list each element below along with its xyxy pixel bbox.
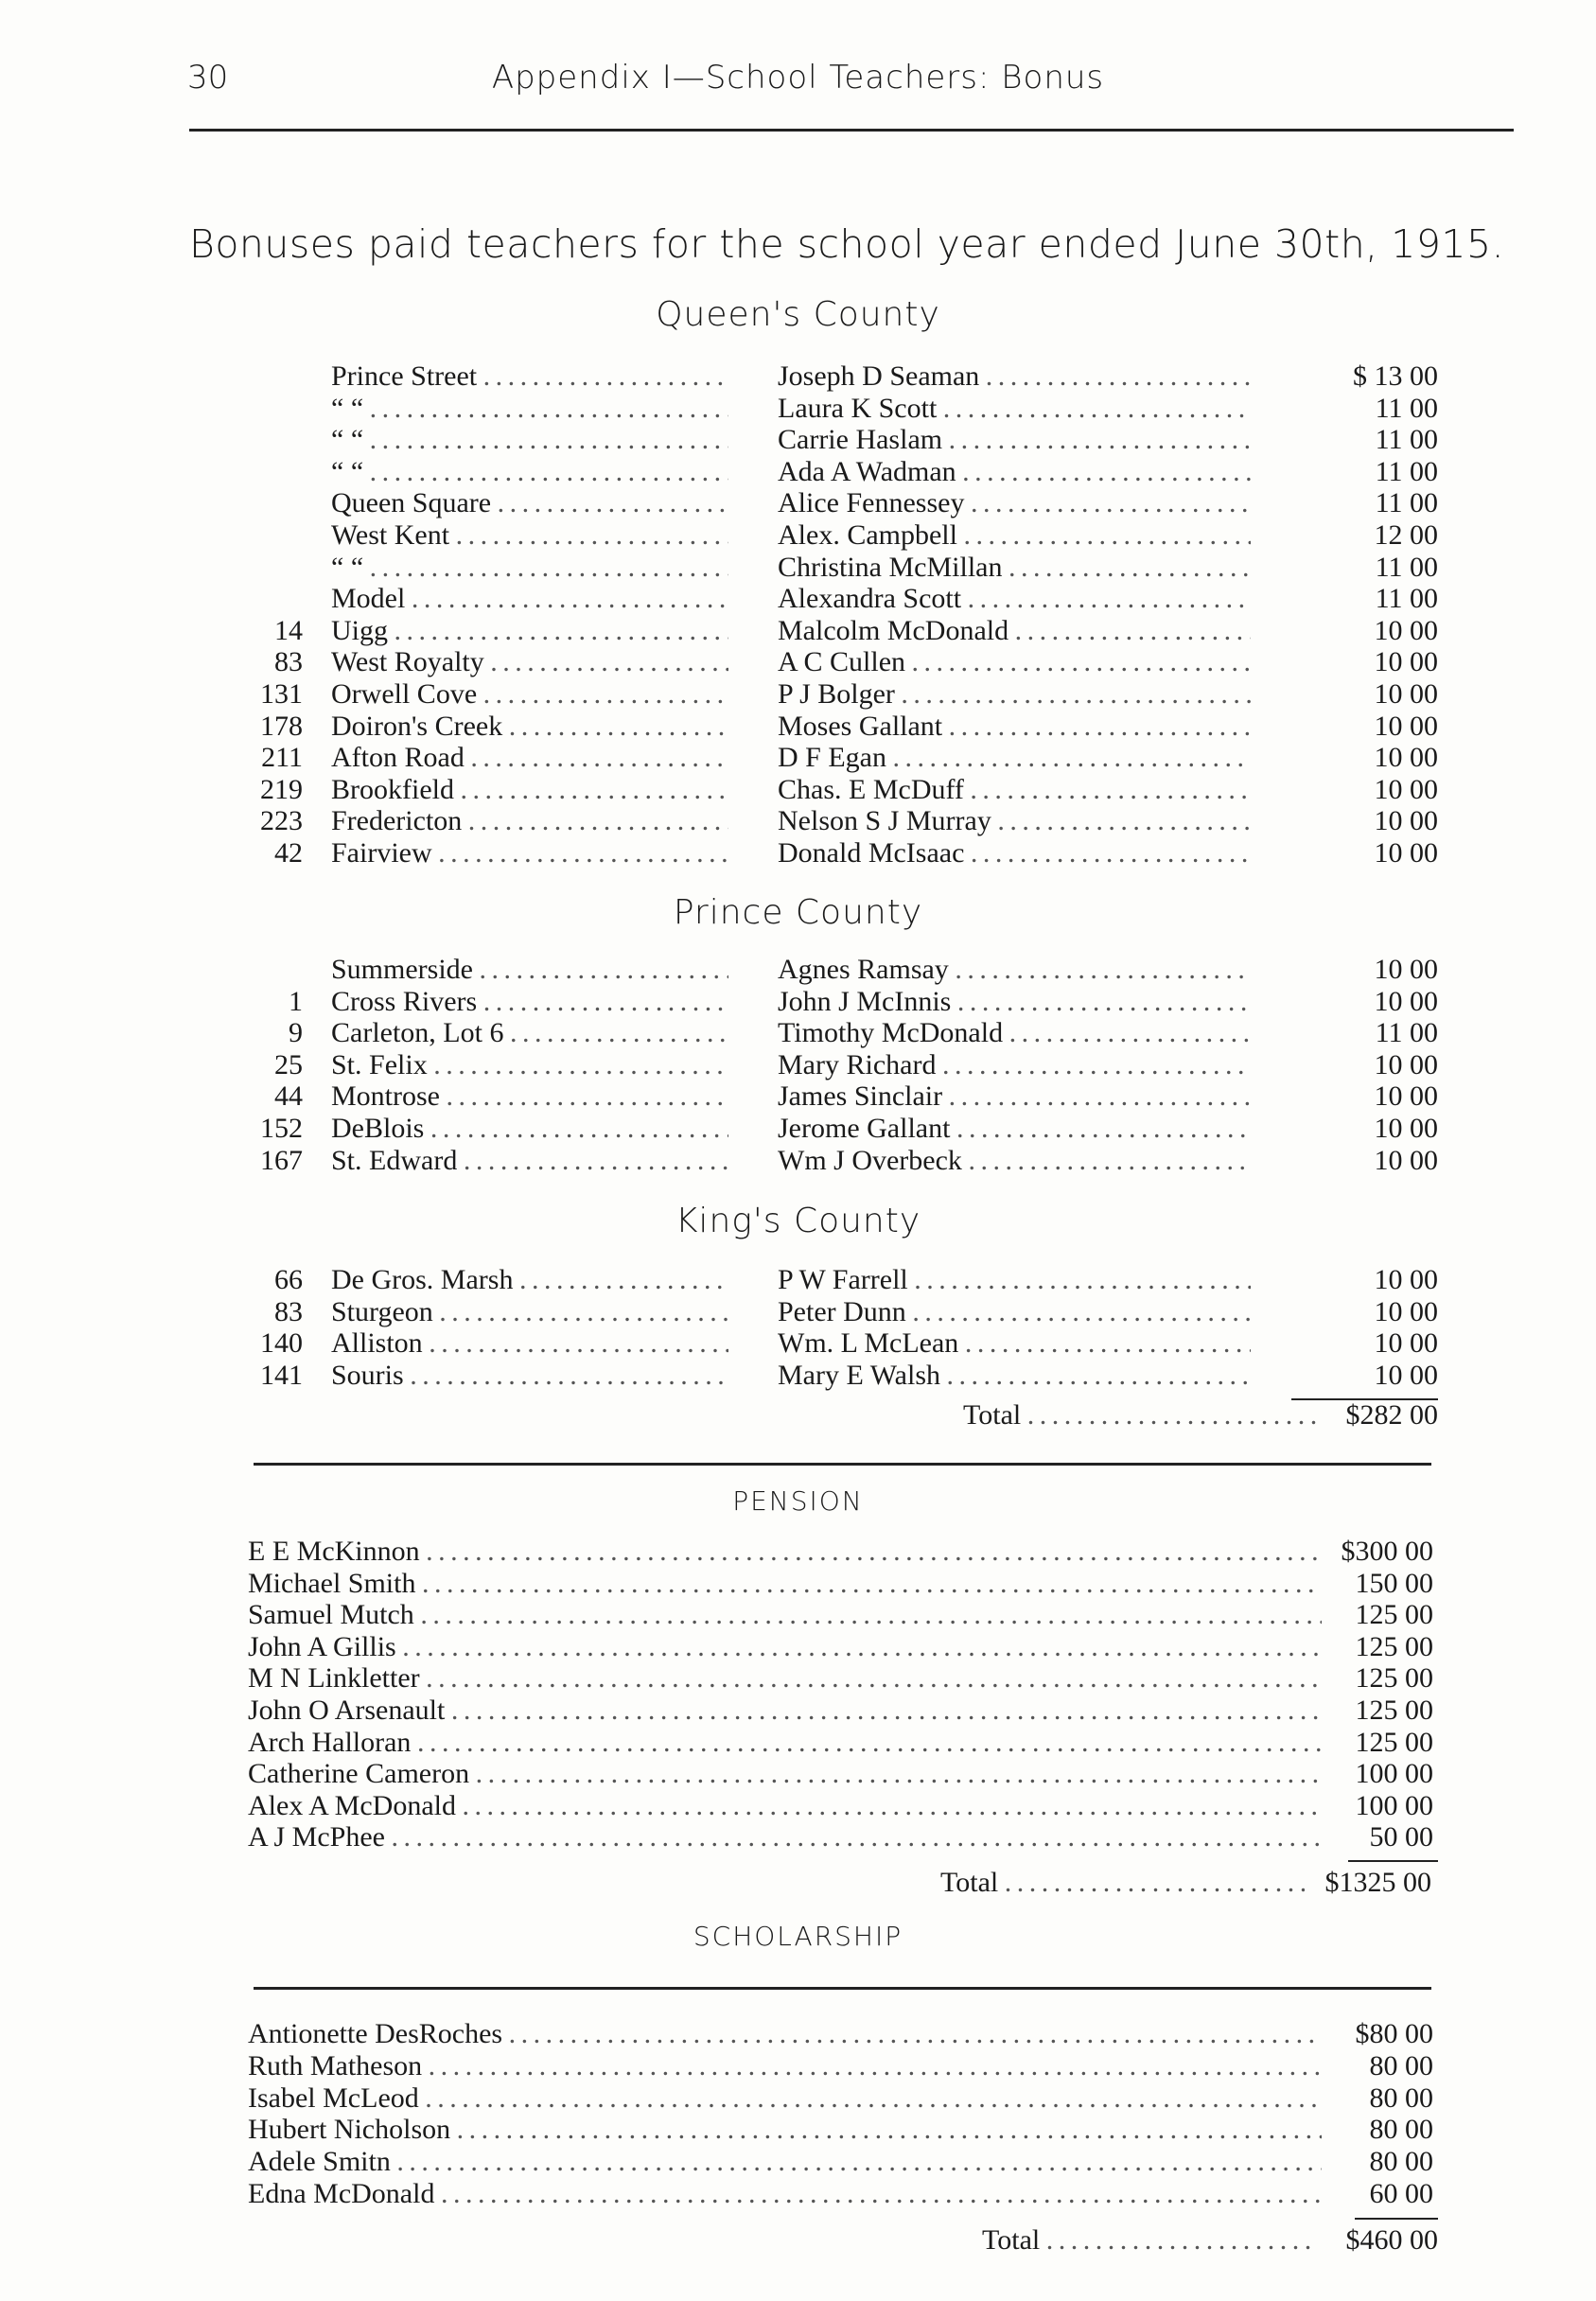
bonus-amount: 10 00	[1374, 837, 1438, 869]
table-row	[0, 615, 1596, 647]
table-row	[0, 1080, 1596, 1113]
school-name: Brookfield . . .	[331, 774, 728, 806]
school-name: Model . . .	[331, 583, 728, 615]
teacher-name: D F Egan . . .	[778, 742, 1251, 774]
pension-total-label: Total . . .	[940, 1866, 1305, 1900]
scholarship-total-label: Total . . .	[982, 2223, 1313, 2257]
table-row	[0, 456, 1596, 488]
table-row	[0, 805, 1596, 837]
bonus-total	[963, 1398, 1438, 1432]
school-name: Summerside . . .	[331, 954, 728, 986]
table-row	[0, 742, 1596, 774]
payee-name: Edna McDonald . . .	[248, 2178, 1322, 2210]
table-row	[0, 837, 1596, 869]
bonus-amount: 11 00	[1375, 424, 1438, 456]
bonus-amount: 10 00	[1374, 646, 1438, 678]
table-row	[0, 986, 1596, 1018]
teacher-name: P W Farrell . . .	[778, 1264, 1251, 1296]
payment-amount: 60 00	[1369, 2178, 1433, 2209]
teacher-name: John J McInnis . . .	[778, 986, 1251, 1018]
bonus-amount: 11 00	[1375, 392, 1438, 424]
bonus-amount: 10 00	[1374, 985, 1438, 1017]
teacher-name: James Sinclair . . .	[778, 1080, 1251, 1113]
table-row	[0, 360, 1596, 393]
bonus-amount: 10 00	[1374, 1080, 1438, 1113]
school-name: Sturgeon . . .	[331, 1296, 728, 1328]
list-item	[248, 2082, 1433, 2115]
scholarship-heading: SCHOLARSHIP	[693, 1921, 903, 1952]
bonus-amount: 10 00	[1374, 1327, 1438, 1360]
list-item	[248, 1758, 1433, 1790]
payment-amount: 125 00	[1355, 1695, 1433, 1726]
table-row	[0, 954, 1596, 986]
teacher-name: Alex. Campbell . . .	[778, 519, 1251, 552]
bonus-amount: 11 00	[1375, 455, 1438, 487]
school-name: Prince Street . . .	[331, 360, 728, 393]
school-number: 140	[260, 1327, 303, 1360]
teacher-name: Carrie Haslam . . .	[778, 424, 1251, 456]
payment-amount: 50 00	[1369, 1821, 1433, 1853]
teacher-name: Chas. E McDuff . . .	[778, 774, 1251, 806]
queens-county-heading: Queen's County	[656, 295, 940, 334]
table-row	[0, 552, 1596, 584]
table-row	[0, 1296, 1596, 1328]
teacher-name: Ada A Wadman . . .	[778, 456, 1251, 488]
school-name: “ “ . . .	[331, 424, 728, 456]
list-item	[248, 2050, 1433, 2082]
bonus-amount: 11 00	[1375, 551, 1438, 583]
teacher-name: P J Bolger . . .	[778, 678, 1251, 711]
table-row	[0, 646, 1596, 678]
scholarship-total-value: $460 00	[1345, 2224, 1438, 2256]
teacher-name: Timothy McDonald . . .	[778, 1017, 1251, 1049]
teacher-name: Alice Fennessey . . .	[778, 487, 1251, 519]
bonus-total-label: Total . . .	[963, 1398, 1321, 1432]
payment-amount: 80 00	[1369, 2049, 1433, 2081]
list-item	[248, 1568, 1433, 1600]
school-number: 14	[274, 614, 303, 646]
payment-amount: 100 00	[1355, 1758, 1433, 1790]
payment-amount: 125 00	[1355, 1599, 1433, 1631]
bonus-amount: 10 00	[1374, 1359, 1438, 1391]
pension-total-rule	[1348, 1860, 1438, 1862]
bonus-amount: 10 00	[1374, 1144, 1438, 1176]
table-row	[0, 393, 1596, 425]
table-row	[0, 774, 1596, 806]
bonus-amount: 11 00	[1375, 487, 1438, 519]
school-number: 83	[274, 1295, 303, 1327]
bonus-amount: 10 00	[1374, 1048, 1438, 1080]
school-name: “ “ . . .	[331, 393, 728, 425]
teacher-name: Agnes Ramsay . . .	[778, 954, 1251, 986]
payment-amount: 125 00	[1355, 1662, 1433, 1695]
scholarship-total	[982, 2223, 1438, 2257]
school-name: Doiron's Creek . . .	[331, 711, 728, 743]
list-item	[248, 2114, 1433, 2146]
school-number: 167	[260, 1144, 303, 1176]
table-row	[0, 583, 1596, 615]
school-name: DeBlois . . .	[331, 1113, 728, 1145]
school-number: 223	[260, 805, 303, 837]
teacher-name: Jerome Gallant . . .	[778, 1113, 1251, 1145]
payment-amount: 125 00	[1355, 1726, 1433, 1758]
school-name: Carleton, Lot 6 . . .	[331, 1017, 728, 1049]
school-name: Orwell Cove . . .	[331, 678, 728, 711]
teacher-name: Peter Dunn . . .	[778, 1296, 1251, 1328]
school-number: 152	[260, 1113, 303, 1144]
payee-name: Arch Halloran . . .	[248, 1727, 1322, 1759]
teacher-name: Joseph D Seaman . . .	[778, 360, 1251, 393]
section-divider	[254, 1463, 1431, 1466]
school-number: 44	[274, 1080, 303, 1113]
teacher-name: Laura K Scott . . .	[778, 393, 1251, 425]
bonus-amount: 10 00	[1374, 805, 1438, 837]
school-name: “ “ . . .	[331, 456, 728, 488]
bonus-amount: 10 00	[1374, 1264, 1438, 1295]
school-number: 219	[260, 773, 303, 805]
school-number: 211	[261, 742, 303, 774]
payment-amount: $80 00	[1355, 2018, 1433, 2049]
payment-amount: 80 00	[1369, 2146, 1433, 2178]
school-number: 25	[274, 1048, 303, 1080]
table-row	[0, 1049, 1596, 1081]
bonus-amount: 10 00	[1374, 710, 1438, 742]
teacher-name: Donald McIsaac . . .	[778, 837, 1251, 869]
header-rule	[189, 129, 1514, 132]
school-name: St. Felix . . .	[331, 1049, 728, 1081]
payee-name: John O Arsenault . . .	[248, 1695, 1322, 1727]
bonus-amount: 10 00	[1374, 954, 1438, 985]
table-row	[0, 1145, 1596, 1177]
table-row	[0, 1113, 1596, 1145]
payment-amount: $300 00	[1341, 1536, 1433, 1567]
school-number: 9	[289, 1017, 303, 1049]
list-item	[248, 2018, 1433, 2050]
table-row	[0, 487, 1596, 519]
payment-amount: 80 00	[1369, 2114, 1433, 2146]
school-name: Alliston . . .	[331, 1327, 728, 1360]
running-head: Appendix I—School Teachers: Bonus	[491, 59, 1105, 97]
pension-heading: PENSION	[732, 1485, 864, 1517]
teacher-name: Alexandra Scott . . .	[778, 583, 1251, 615]
scholarship-rule	[254, 1987, 1431, 1990]
list-item	[248, 1790, 1433, 1822]
bonus-amount: $ 13 00	[1353, 360, 1438, 392]
payee-name: Isabel McLeod . . .	[248, 2082, 1322, 2115]
school-name: De Gros. Marsh . . .	[331, 1264, 728, 1296]
bonus-amount: 10 00	[1374, 678, 1438, 710]
payee-name: Adele Smitn . . .	[248, 2146, 1322, 2178]
school-name: Fredericton . . .	[331, 805, 728, 837]
list-item	[248, 2178, 1433, 2210]
list-item	[248, 1662, 1433, 1695]
school-name: Fairview . . .	[331, 837, 728, 869]
page-number: 30	[187, 59, 229, 97]
payment-amount: 100 00	[1355, 1789, 1433, 1821]
school-number: 141	[260, 1359, 303, 1391]
school-name: St. Edward . . .	[331, 1145, 728, 1177]
bonus-total-value: $282 00	[1345, 1399, 1438, 1431]
school-name: “ “ . . .	[331, 552, 728, 584]
scholarship-total-rule	[1355, 2218, 1438, 2220]
payee-name: John A Gillis . . .	[248, 1631, 1322, 1663]
bonus-amount: 11 00	[1375, 583, 1438, 615]
payee-name: A J McPhee . . .	[248, 1821, 1322, 1853]
teacher-name: Nelson S J Murray . . .	[778, 805, 1251, 837]
table-row	[0, 1264, 1596, 1296]
school-name: West Royalty . . .	[331, 646, 728, 678]
pension-total	[940, 1866, 1431, 1900]
pension-total-value: $1325 00	[1324, 1867, 1431, 1898]
teacher-name: Moses Gallant . . .	[778, 711, 1251, 743]
teacher-name: Wm. L McLean . . .	[778, 1327, 1251, 1360]
list-item	[248, 1631, 1433, 1663]
bonus-amount: 10 00	[1374, 614, 1438, 646]
school-name: Cross Rivers . . .	[331, 986, 728, 1018]
school-name: Souris . . .	[331, 1360, 728, 1392]
payee-name: Samuel Mutch . . .	[248, 1599, 1322, 1631]
table-row	[0, 424, 1596, 456]
payee-name: E E McKinnon . . .	[248, 1536, 1322, 1568]
payment-amount: 125 00	[1355, 1630, 1433, 1662]
bonus-amount: 10 00	[1374, 1113, 1438, 1144]
bonus-amount: 10 00	[1374, 742, 1438, 774]
teacher-name: Malcolm McDonald . . .	[778, 615, 1251, 647]
bonus-amount: 11 00	[1375, 1017, 1438, 1049]
school-name: Montrose . . .	[331, 1080, 728, 1113]
school-name: Queen Square . . .	[331, 487, 728, 519]
page-title: Bonuses paid teachers for the school year ended June 30th, 1915.	[189, 221, 1505, 267]
table-row	[0, 1327, 1596, 1360]
teacher-name: Christina McMillan . . .	[778, 552, 1251, 584]
payee-name: Catherine Cameron . . .	[248, 1758, 1322, 1790]
teacher-name: A C Cullen . . .	[778, 646, 1251, 678]
list-item	[248, 1599, 1433, 1631]
table-row	[0, 678, 1596, 711]
bonus-amount: 10 00	[1374, 773, 1438, 805]
school-name: West Kent . . .	[331, 519, 728, 552]
table-row	[0, 1360, 1596, 1392]
prince-county-heading: Prince County	[673, 893, 923, 932]
payment-amount: 80 00	[1369, 2081, 1433, 2114]
school-number: 131	[260, 678, 303, 710]
table-row	[0, 711, 1596, 743]
bonus-amount: 12 00	[1374, 519, 1438, 551]
payee-name: M N Linkletter . . .	[248, 1662, 1322, 1695]
table-row	[0, 519, 1596, 552]
school-name: Afton Road . . .	[331, 742, 728, 774]
payee-name: Hubert Nicholson . . .	[248, 2114, 1322, 2146]
list-item	[248, 1536, 1433, 1568]
list-item	[248, 1821, 1433, 1853]
payment-amount: 150 00	[1355, 1567, 1433, 1599]
school-number: 178	[260, 710, 303, 742]
school-number: 83	[274, 646, 303, 678]
school-number: 1	[289, 985, 303, 1017]
school-number: 42	[274, 837, 303, 869]
payee-name: Antionette DesRoches . . .	[248, 2018, 1322, 2050]
list-item	[248, 2146, 1433, 2178]
payee-name: Ruth Matheson . . .	[248, 2050, 1322, 2082]
list-item	[248, 1727, 1433, 1759]
bonus-amount: 10 00	[1374, 1295, 1438, 1327]
teacher-name: Mary Richard . . .	[778, 1049, 1251, 1081]
teacher-name: Mary E Walsh . . .	[778, 1360, 1251, 1392]
payee-name: Michael Smith . . .	[248, 1568, 1322, 1600]
payee-name: Alex A McDonald . . .	[248, 1790, 1322, 1822]
school-number: 66	[274, 1264, 303, 1295]
list-item	[248, 1695, 1433, 1727]
kings-county-heading: King's County	[675, 1202, 921, 1240]
table-row	[0, 1017, 1596, 1049]
teacher-name: Wm J Overbeck . . .	[778, 1145, 1251, 1177]
school-name: Uigg . . .	[331, 615, 728, 647]
